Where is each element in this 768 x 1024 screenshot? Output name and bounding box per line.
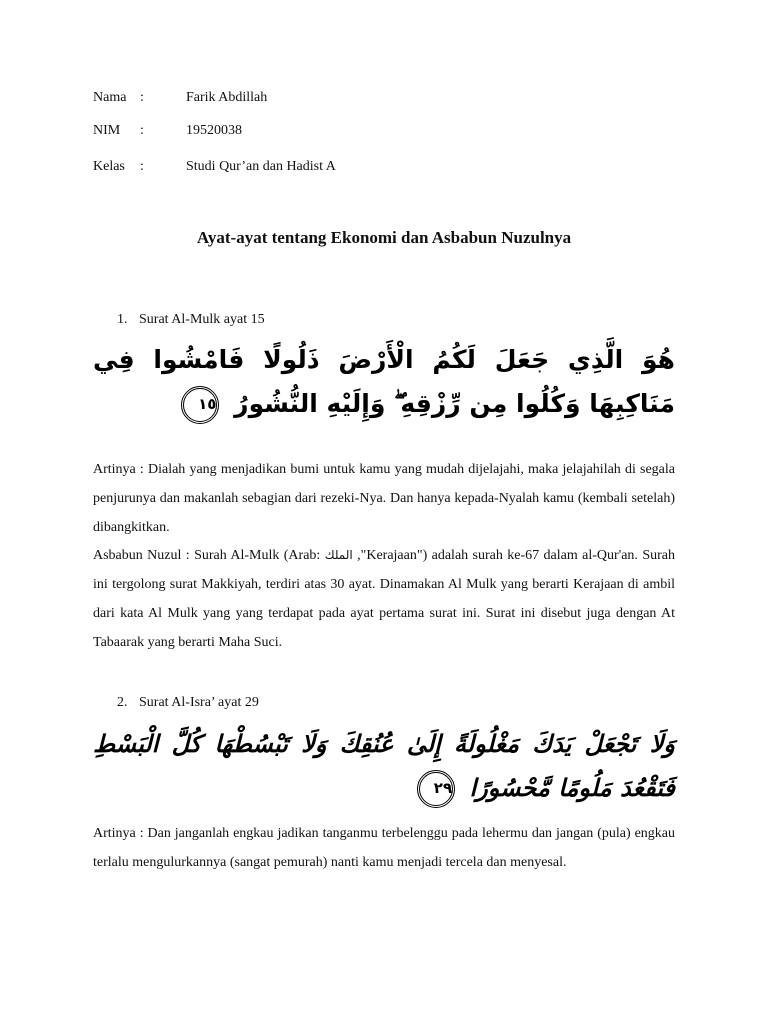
section-2-heading bbox=[117, 695, 259, 711]
section-2-number: 2. bbox=[117, 695, 128, 710]
section-2-title: Surat Al-Isra’ ayat 29 bbox=[139, 695, 259, 710]
section-1-number: 1. bbox=[117, 312, 128, 327]
section-2-arabic-text: وَلَا تَجْعَلْ يَدَكَ مَغْلُولَةً إِلَىٰ عُنُقِكَ وَلَا تَبْسُطْهَا كُلَّ الْبَسْطِ فَتَقْعُدَ مَلُومًا مَّحْسُورًا bbox=[93, 730, 675, 802]
section-1-translation: Artinya : Dialah yang menjadikan bumi untuk kamu yang mudah dijelajahi, maka jelajahilah di segala penjurunya dan makanlah sebagian dari rezeki-Nya. Dan hanya kepada-Nyalah kamu (kembali setelah) dibangkitkan. bbox=[93, 462, 675, 535]
asbab-rest: ,"Kerajaan") adalah surah ke-67 dalam al-Qur'an. Surah ini tergolong surat Makkiyah, terdiri atas 30 ayat. Dinamakan Al Mulk yang berarti Kerajaan di ambil dari kata Al Mulk yang yang terdapat pada ayat pertama surat ini. Surat ini disebut juga dengan At Tabaarak yang berarti Maha Suci. bbox=[93, 548, 675, 650]
section-2-arabic-verse bbox=[93, 722, 675, 810]
asbab-prefix: Asbabun Nuzul : Surah Al-Mulk (Arab: bbox=[93, 548, 325, 563]
nim-label: NIM bbox=[93, 123, 121, 138]
asbab-arabic-word: الملك bbox=[324, 548, 353, 562]
nim-colon: : bbox=[140, 123, 144, 138]
ayah-number-marker-15: ١٥ bbox=[181, 386, 219, 424]
name-label: Nama bbox=[93, 90, 127, 105]
class-label: Kelas bbox=[93, 159, 125, 174]
nim-value: 19520038 bbox=[186, 123, 242, 138]
section-1-asbabun-nuzul bbox=[93, 541, 675, 657]
class-colon: : bbox=[140, 159, 144, 174]
section-1-arabic-verse bbox=[93, 338, 675, 426]
section-1-title: Surat Al-Mulk ayat 15 bbox=[139, 312, 265, 327]
name-colon: : bbox=[140, 90, 144, 105]
section-2-translation: Artinya : Dan janganlah engkau jadikan tanganmu terbelenggu pada lehermu dan jangan (pula) engkau terlalu mengulurkannya (sangat pemurah) nanti kamu menjadi tercela dan menyesal. bbox=[93, 826, 675, 870]
section-1-arabic-text: هُوَ الَّذِي جَعَلَ لَكُمُ الْأَرْضَ ذَلُولًا فَامْشُوا فِي مَنَاكِبِهَا وَكُلُوا مِن رِّزْقِهِ ۖ وَإِلَيْهِ النُّشُورُ bbox=[93, 345, 675, 418]
ayah-number-marker-29: ٢٩ bbox=[417, 770, 455, 808]
section-1-heading bbox=[117, 312, 265, 328]
name-value: Farik Abdillah bbox=[186, 90, 268, 105]
document-title: Ayat-ayat tentang Ekonomi dan Asbabun Nuzulnya bbox=[196, 228, 572, 247]
class-value: Studi Qur’an dan Hadist A bbox=[186, 159, 336, 174]
